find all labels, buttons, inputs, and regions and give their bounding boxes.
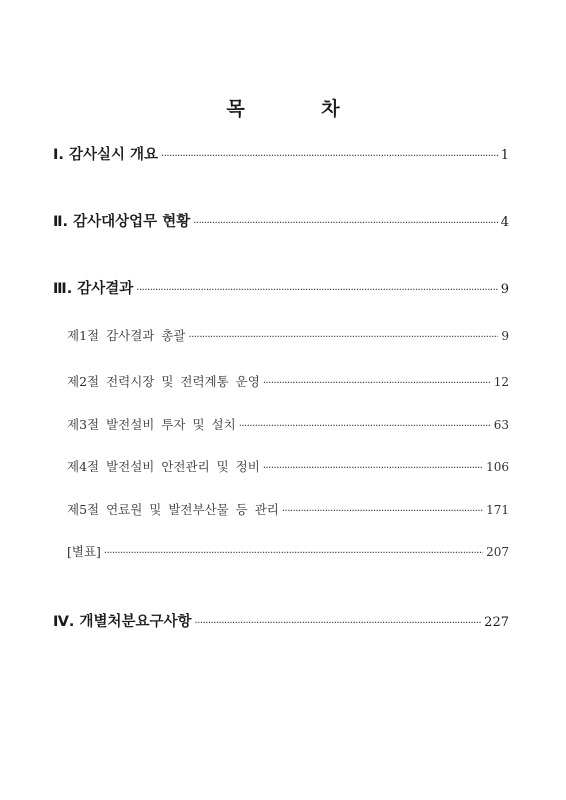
- toc-entry-label: Ⅱ. 감사대상업무 현황: [53, 214, 191, 230]
- toc-entry-chapter-1[interactable]: [67, 326, 509, 344]
- toc-entry-section-1[interactable]: [53, 143, 509, 164]
- toc-entry-chapter-5[interactable]: [67, 500, 509, 518]
- toc-entry-section-3[interactable]: [53, 277, 509, 298]
- toc-entry-section-4[interactable]: [53, 610, 509, 631]
- toc-entry-chapter-4[interactable]: [67, 457, 509, 475]
- dot-leader: [104, 548, 483, 559]
- toc-entry-label: 제1절 감사결과 총괄: [67, 328, 186, 343]
- toc-entry-label: 제3절 발전설비 투자 및 설치: [67, 417, 236, 432]
- toc-entry-page: 9: [501, 329, 509, 343]
- dot-leader: [195, 618, 482, 629]
- toc-entry-label: Ⅰ. 감사실시 개요: [53, 147, 159, 163]
- toc-entry-page: 63: [493, 418, 509, 432]
- toc-entry-label: 제5절 연료원 및 발전부산물 등 관리: [67, 502, 279, 517]
- toc-entry-page: 12: [493, 375, 509, 389]
- dot-leader: [239, 421, 491, 432]
- dot-leader: [263, 463, 483, 474]
- page-title: 목 차: [226, 98, 340, 120]
- dot-leader: [161, 151, 498, 162]
- toc-entry-section-2[interactable]: [53, 210, 509, 231]
- toc-entry-label: 제4절 발전설비 안전관리 및 정비: [67, 459, 260, 474]
- toc-entry-appendix[interactable]: [67, 542, 509, 560]
- toc-entry-label: [별표]: [67, 544, 101, 559]
- toc-entry-page: 1: [500, 148, 509, 163]
- toc-entry-label: Ⅲ. 감사결과: [53, 281, 134, 297]
- toc-entry-label: 제2절 전력시장 및 전력계통 운영: [67, 374, 260, 389]
- dot-leader: [189, 332, 499, 343]
- toc-entry-chapter-2[interactable]: [67, 372, 509, 390]
- toc-entry-page: 207: [486, 545, 509, 559]
- toc-entry-page: 106: [486, 460, 509, 474]
- toc-entry-label: Ⅳ. 개별처분요구사항: [53, 614, 192, 630]
- toc-entry-page: 227: [484, 615, 509, 630]
- dot-leader: [282, 506, 483, 517]
- toc-entry-page: 171: [486, 503, 509, 517]
- dot-leader: [263, 378, 491, 389]
- toc-entry-chapter-3[interactable]: [67, 415, 509, 433]
- dot-leader: [136, 285, 497, 296]
- toc-entry-page: 9: [500, 282, 509, 297]
- dot-leader: [193, 218, 498, 229]
- toc-entry-page: 4: [500, 215, 509, 230]
